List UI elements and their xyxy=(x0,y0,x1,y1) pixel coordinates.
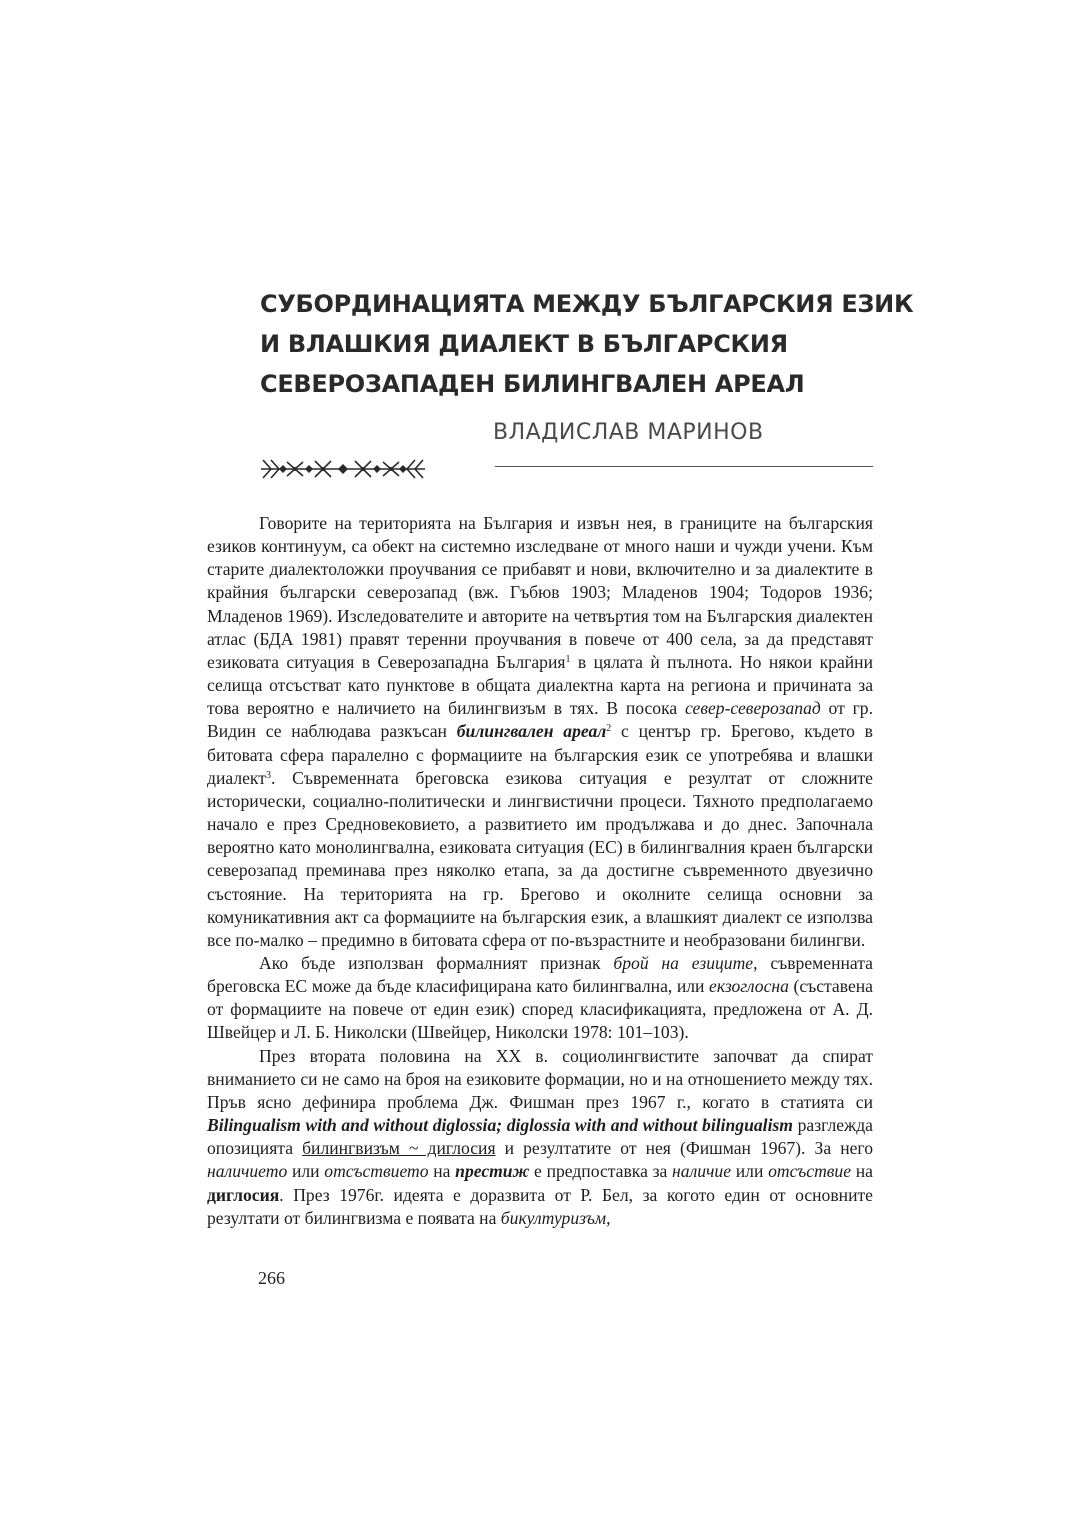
text-run: в цялата ѝ пълнота. Но някои крайни селища отсъстват като пунктове в общата диалектна карта на региона и причината за това вероятно е наличието на билингвизъм в тях. В посока xyxy=(207,651,873,719)
footnote-marker: 2 xyxy=(606,723,612,735)
body-paragraph xyxy=(207,952,873,1045)
text-run: Ако бъде използван формалният признак xyxy=(259,952,614,973)
text-run: престиж xyxy=(455,1161,530,1182)
footnote-marker: 3 xyxy=(265,769,271,781)
text-run: билингвизъм ~ диглосия xyxy=(302,1138,496,1159)
body-paragraph xyxy=(207,1045,873,1230)
text-run: или xyxy=(287,1161,325,1182)
text-run: отсъствие xyxy=(768,1161,852,1182)
text-run: Bilingualism with and without diglossia; diglossia with and without bilingualism xyxy=(207,1115,793,1136)
text-run: наличието xyxy=(207,1161,288,1182)
text-run: . През 1976г. идеята е доразвита от Р. Бел, за когото един от основните резултати от билингвизма е появата на xyxy=(207,1184,873,1228)
text-run: с център гр. Брегово, където в битовата сфера паралелно с формациите на българския език се употребява и влашки диалект xyxy=(207,721,873,788)
page-number: 266 xyxy=(258,1268,285,1288)
body-paragraph xyxy=(207,512,873,952)
text-run: , съвременната бреговска ЕС може да бъде класифицирана като билингвална, или xyxy=(207,952,873,997)
text-run: . Съвременната бреговска езикова ситуация е резултат от сложните исторически, социално-политически и лингвистични процеси. Тяхното предполагаемо начало е през Средновековието, а развитието им продължава и до днес. Започнала вероятно като монолингвална, езиковата ситуация (ЕС) в билингвалния краен български северозапад преминава през няколко етапа, за да достигне съвременното двуезично състояние. На територията на гр. Брегово и околните селища основни за комуникативния акт са формациите на българския език, а влашкият диалект се използва все по-малко – предимно в битовата сфера от по-възрастните и необразовани билингви. xyxy=(207,767,873,950)
text-run: на xyxy=(428,1161,456,1182)
article-title xyxy=(260,284,914,404)
text-run: брой на езиците xyxy=(613,952,754,973)
text-run: отсъствието xyxy=(324,1161,429,1182)
text-run: наличие xyxy=(672,1161,732,1182)
author-underline xyxy=(495,466,873,467)
article-body xyxy=(207,512,873,1230)
text-run: север-северозапад xyxy=(684,698,821,719)
text-run: разглежда опозицията xyxy=(207,1115,873,1159)
title-line: И ВЛАШКИЯ ДИАЛЕКТ В БЪЛГАРСКИЯ xyxy=(260,330,788,358)
text-run: През втората половина на XX в. социолингвистите започват да спират вниманието си не само на броя на езиковите формации, но и на отношението между тях. Пръв ясно дефинира проблема Дж. Фишман през 1967 г., когато в статията си xyxy=(207,1045,873,1112)
text-run: (съставена от формациите на повече от един език) според класификацията, предложена от А. Д. Швейцер и Л. Б. Николски (Швейцер, Николски 1978: 101–103). xyxy=(207,976,873,1043)
decorative-ornament-icon xyxy=(259,456,427,482)
text-run: от гр. Видин се наблюдава разкъсан xyxy=(207,698,873,742)
title-line: СУБОРДИНАЦИЯТА МЕЖДУ БЪЛГАРСКИЯ ЕЗИК xyxy=(260,290,914,318)
footnote-marker: 1 xyxy=(565,653,571,665)
text-run: на xyxy=(851,1161,873,1182)
author-name: ВЛАДИСЛАВ МАРИНОВ xyxy=(493,420,764,445)
text-run: екзоглосна xyxy=(709,976,789,997)
text-run: бикултуризъм, xyxy=(500,1207,611,1228)
text-run: и резултатите от нея (Фишман 1967). За него xyxy=(495,1138,874,1159)
text-run: билингвален ареал xyxy=(456,721,607,742)
title-line: СЕВЕРОЗАПАДЕН БИЛИНГВАЛЕН АРЕАЛ xyxy=(260,370,805,398)
text-run: или xyxy=(731,1161,769,1182)
text-run: е предпоставка за xyxy=(529,1161,673,1182)
text-run: диглосия xyxy=(207,1184,280,1205)
text-run: Говорите на територията на България и извън нея, в границите на българския езиков континуум, са обект на системно изследване от много наши и чужди учени. Към старите диалектоложки проучвания се прибавят и нови, включително и за диалектите в крайния български северозапад (вж. Гъбюв 1903; Младенов 1904; Тодоров 1936; Младенов 1969). Изследователите и авторите на четвъртия том на Българския диалектен атлас (БДА 1981) правят теренни проучвания в повече от 400 села, за да представят езиковата ситуация в Северозападна България xyxy=(207,513,873,672)
